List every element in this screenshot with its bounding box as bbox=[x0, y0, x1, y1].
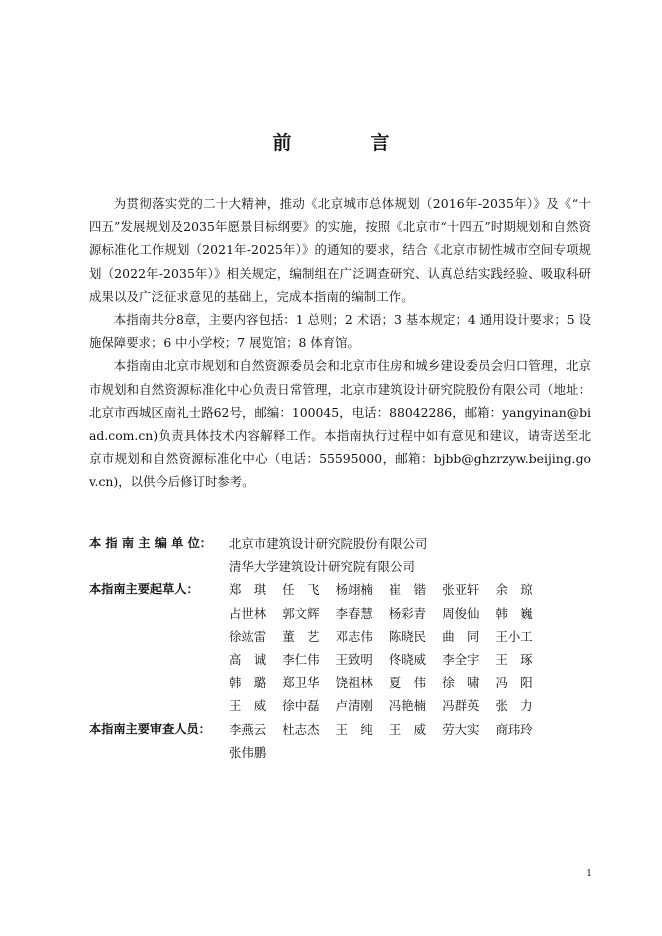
person-name: 冯艳楠 bbox=[388, 698, 427, 714]
person-name: 占世林 bbox=[229, 605, 267, 621]
drafters-row bbox=[89, 578, 599, 717]
person-name: 张亚轩 bbox=[442, 582, 480, 598]
person-name: 张伟鹏 bbox=[229, 744, 267, 760]
reviewers-label: 本指南主要审查人员： bbox=[89, 721, 211, 736]
person-name: 张 力 bbox=[495, 698, 533, 714]
person-name: 周俊仙 bbox=[442, 605, 480, 621]
person-name: 曲 同 bbox=[442, 628, 480, 644]
person-name: 王 琢 bbox=[495, 652, 533, 668]
paragraph-contents: 本指南共分8章，主要内容包括：1 总则；2 术语；3 基本规定；4 通用设计要求；5 设施保障要求；6 中小学校；7 展览馆；8 体育馆。 bbox=[89, 312, 591, 351]
person-name: 高 诚 bbox=[229, 652, 267, 668]
person-name: 徐 啸 bbox=[442, 675, 480, 691]
person-name: 董 艺 bbox=[282, 628, 320, 644]
editor-unit: 清华大学建筑设计研究院有限公司 bbox=[229, 559, 415, 575]
drafters-label: 本指南主要起草人： bbox=[89, 582, 199, 597]
paragraph-background: 为贯彻落实党的二十大精神，推动《北京城市总体规划（2016年-2035年）》及《“十四五”发展规划及2035年愿景目标纲要》的实施，按照《北京市“十四五”时期规划和自然资源标准化工作规划（2021年-2025年）》的通知的要求，结合《北京市韧性城市空间专项规划（2022年-2035年）》相关规定，编制组在广泛调查研究、认真总结实践经验、吸取科研成果以及广泛征求意见的基础上，完成本指南的编制工作。 bbox=[89, 196, 591, 304]
reviewers-row bbox=[89, 718, 599, 764]
editor-units-row bbox=[89, 532, 599, 578]
person-name: 冯 阳 bbox=[495, 675, 533, 691]
reviewers-list bbox=[229, 718, 599, 764]
drafters-list bbox=[229, 578, 599, 717]
person-name: 卢清刚 bbox=[335, 698, 373, 714]
person-name: 陈晓民 bbox=[388, 628, 427, 644]
person-name: 饶祖林 bbox=[335, 675, 373, 691]
editor-unit: 北京市建筑设计研究院股份有限公司 bbox=[229, 536, 428, 551]
page-title: 前 言 bbox=[272, 132, 420, 154]
person-name: 王小工 bbox=[495, 628, 533, 644]
person-name: 冯群英 bbox=[442, 698, 480, 714]
person-name: 邓志伟 bbox=[335, 628, 373, 644]
person-name: 杜志杰 bbox=[282, 721, 320, 737]
person-name: 郑 琪 bbox=[229, 582, 267, 598]
person-name: 夏 伟 bbox=[388, 675, 427, 691]
person-name: 韩 璐 bbox=[229, 675, 267, 691]
preface-body bbox=[89, 192, 591, 494]
credits-section bbox=[89, 532, 599, 764]
person-name: 劳大实 bbox=[442, 721, 480, 737]
person-name: 徐中磊 bbox=[282, 698, 320, 714]
person-name: 王 纯 bbox=[335, 721, 373, 737]
person-name: 王 威 bbox=[229, 698, 267, 714]
person-name: 佟晓威 bbox=[388, 652, 427, 668]
person-name: 郑卫华 bbox=[282, 675, 320, 691]
editor-units-list bbox=[229, 532, 599, 578]
person-name: 郭文辉 bbox=[282, 605, 320, 621]
person-name: 商玮玲 bbox=[495, 721, 533, 737]
person-name: 王 威 bbox=[388, 721, 427, 737]
person-name: 李仁伟 bbox=[282, 652, 320, 668]
person-name: 任 飞 bbox=[282, 582, 320, 598]
person-name: 李春慧 bbox=[335, 605, 373, 621]
person-name: 杨翊楠 bbox=[335, 582, 373, 598]
paragraph-management: 本指南由北京市规划和自然资源委员会和北京市住房和城乡建设委员会归口管理，北京市规划和自然资源标准化中心负责日常管理，北京市建筑设计研究院股份有限公司（地址：北京市西城区南礼士路62号，邮编：100045，电话：88042286，邮箱：yangyinan@biad.com.cn)负责具体技术内容解释工作。本指南执行过程中如有意见和建议，请寄送至北京市规划和自然资源标准化中心（电话：55595000，邮箱：bjbb@ghzrzyw.beijing.gov.cn)，以供今后修订时参考。 bbox=[89, 358, 591, 490]
person-name: 李全宇 bbox=[442, 652, 480, 668]
person-name: 韩 巍 bbox=[495, 605, 533, 621]
person-name: 徐竑雷 bbox=[229, 628, 267, 644]
person-name: 李燕云 bbox=[229, 721, 267, 737]
person-name: 余 琼 bbox=[495, 582, 533, 598]
person-name: 崔 锴 bbox=[388, 582, 427, 598]
person-name: 杨彩青 bbox=[388, 605, 427, 621]
editor-units-label: 本 指 南 主 编 单 位： bbox=[89, 536, 212, 550]
person-name: 王致明 bbox=[335, 652, 373, 668]
page-number: 1 bbox=[586, 869, 592, 879]
